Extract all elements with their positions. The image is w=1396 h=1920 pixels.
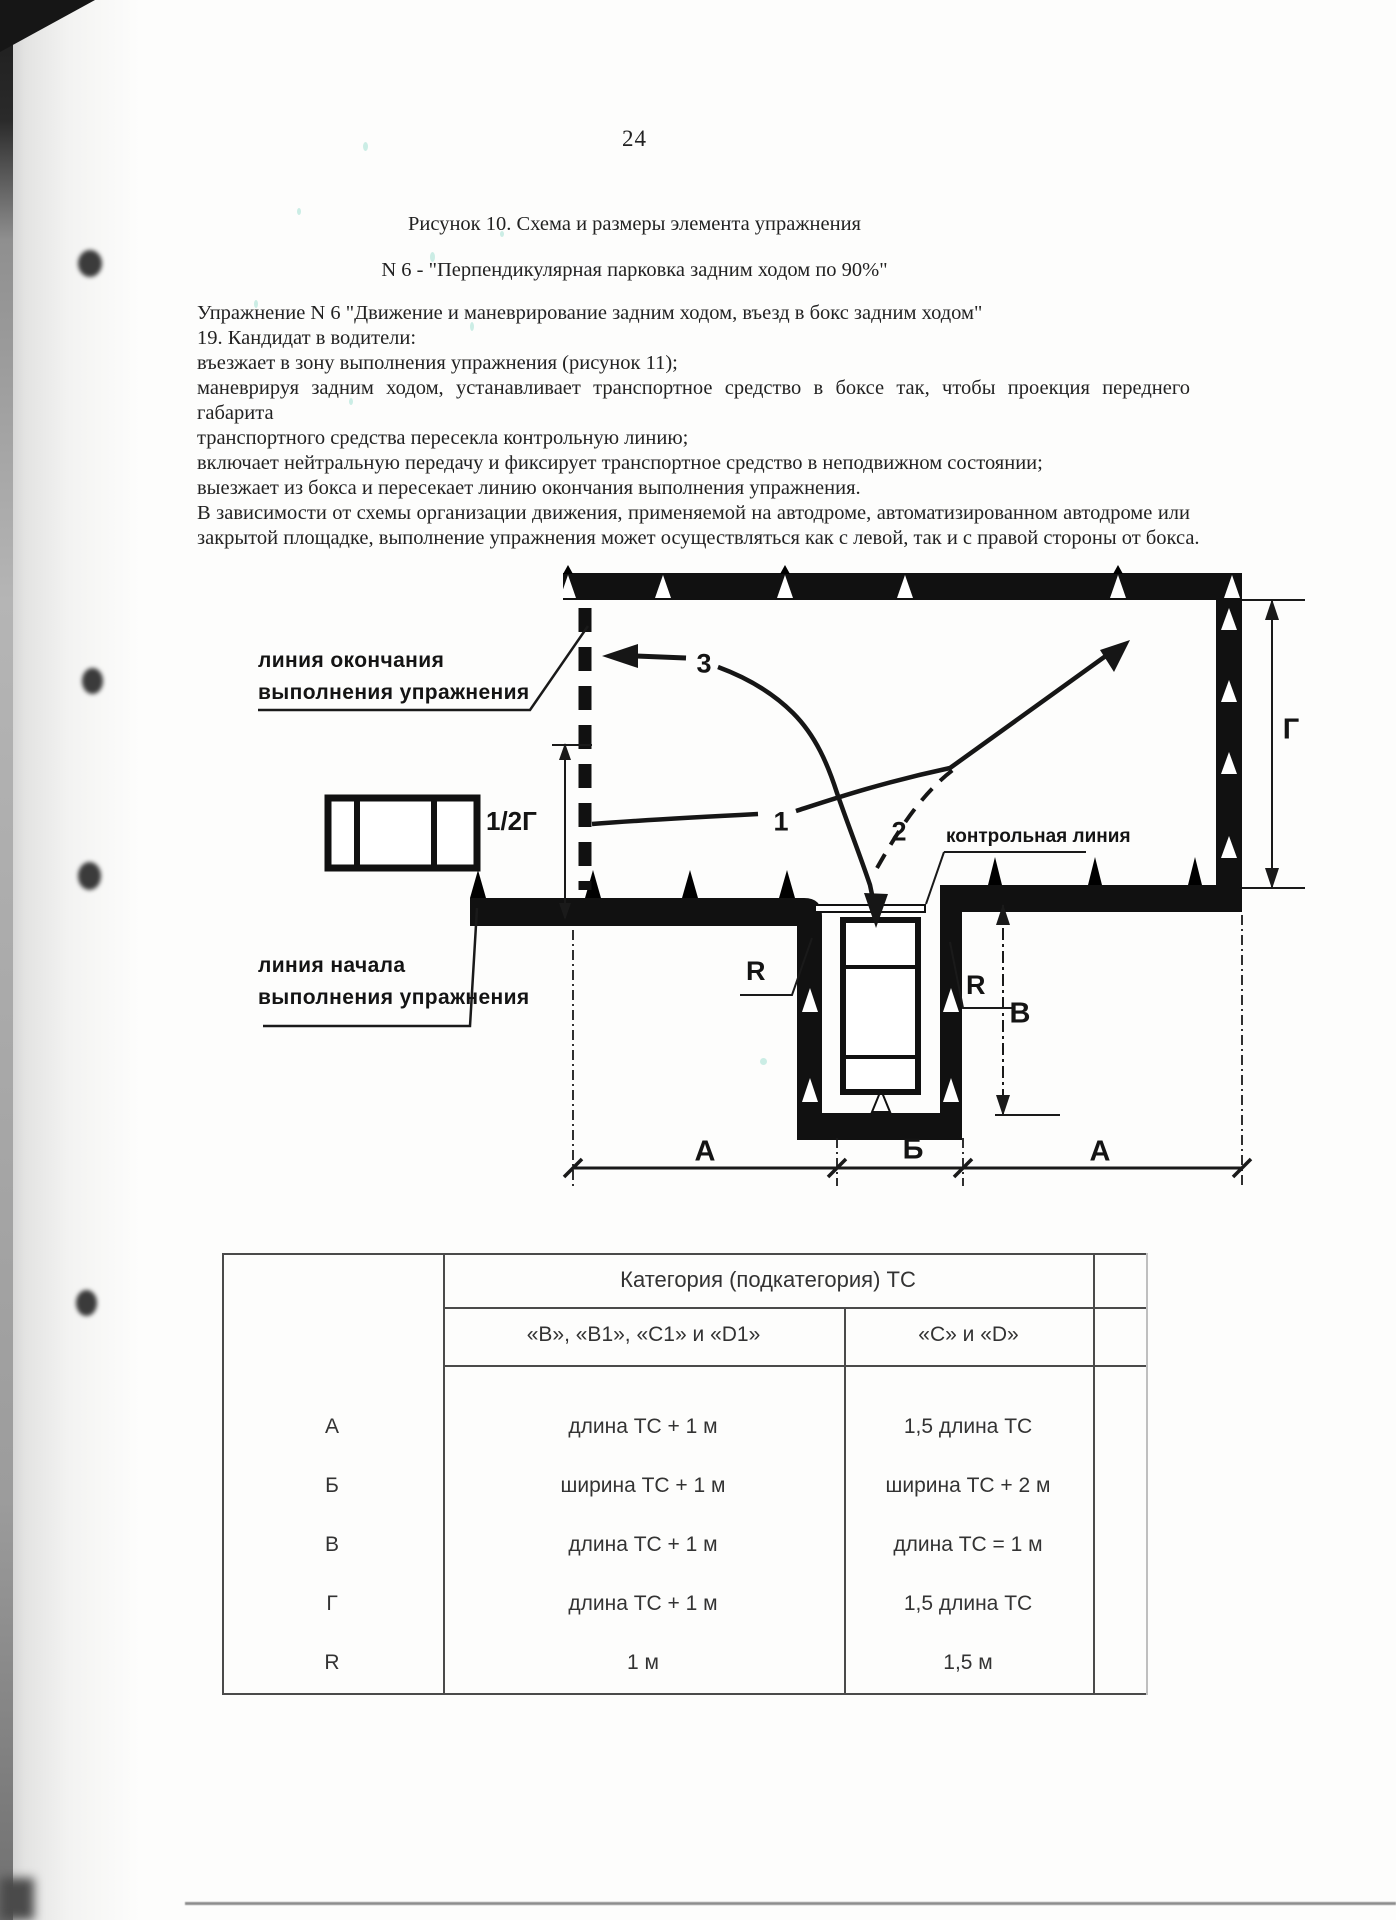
binder-hole <box>78 862 101 890</box>
scan-left-edge <box>0 0 13 1920</box>
binder-hole <box>76 1290 97 1316</box>
body-line: въезжает в зону выполнения упражнения (рисунок 11); <box>197 352 678 374</box>
table-row-label: Б <box>325 1474 339 1497</box>
table-border <box>222 1693 1148 1695</box>
dim-a-right-label: А <box>1089 1135 1111 1168</box>
table-header: Категория (подкатегория) ТС <box>620 1267 916 1292</box>
table-cell-left: длина ТС + 1 м <box>568 1533 718 1556</box>
body-line: включает нейтральную передачу и фиксирует транспортное средство в неподвижном состоянии; <box>197 452 1043 474</box>
control-line-label: контрольная линия <box>946 826 1131 847</box>
dim-b-label: Б <box>902 1133 924 1166</box>
body-line: выезжает из бокса и пересекает линию окончания выполнения упражнения. <box>197 477 861 499</box>
table-cell-right: 1,5 длина ТС <box>903 1415 1033 1438</box>
vehicle-in-box <box>843 920 918 1092</box>
body-line: В зависимости от схемы организации движения, применяемой на автодроме, автоматизированном автодроме или <box>197 502 1190 524</box>
table-faint-edge <box>1146 1253 1148 1695</box>
table-col-left-header: «В», «В1», «С1» и «D1» <box>526 1323 761 1346</box>
dim-r-left-label: R <box>746 956 766 986</box>
page-number: 24 <box>622 126 647 151</box>
body-line: маневрируя задним ходом, устанавливает транспортное средство в боксе так, чтобы проекция переднего габарита <box>197 377 1190 424</box>
table-border <box>443 1365 1148 1367</box>
table-cell-left: ширина ТС + 1 м <box>560 1474 726 1497</box>
table-border <box>1093 1253 1095 1695</box>
figure-title-line1: Рисунок 10. Схема и размеры элемента упражнения <box>408 213 861 235</box>
body-line: закрытой площадке, выполнение упражнения может осуществляться как с левой, так и с правой стороны от бокса. <box>197 527 1200 549</box>
body-line: транспортного средства пересекла контрольную линию; <box>197 427 689 449</box>
body-line: Упражнение N 6 "Движение и маневрирование задним ходом, въезд в бокс задним ходом" <box>197 302 983 324</box>
car-icon <box>328 798 477 868</box>
table-cell-right: 1,5 длина ТС <box>903 1592 1033 1615</box>
table-row-label: В <box>324 1533 340 1556</box>
table-border <box>222 1253 1148 1255</box>
table-cell-left: 1 м <box>627 1651 659 1674</box>
table-border <box>222 1253 224 1695</box>
dim-g-label: Г <box>1282 713 1300 746</box>
dim-a-left-label: А <box>694 1135 716 1168</box>
start-line-label <box>258 950 530 1014</box>
start-line-label-line2: выполнения упражнения <box>258 986 530 1009</box>
finish-line-label <box>258 645 530 709</box>
binder-hole <box>78 250 102 277</box>
figure-title-line2: N 6 - "Перпендикулярная парковка задним ходом по 90%" <box>381 259 888 281</box>
dim-half-g-label: 1/2Г <box>486 806 537 836</box>
table-row-label: Г <box>326 1592 338 1615</box>
body-line: 19. Кандидат в водители: <box>197 327 417 349</box>
scan-left-shadow <box>0 0 140 1920</box>
table-col-right-header: «С» и «D» <box>918 1323 1019 1346</box>
trajectories <box>592 640 1130 928</box>
table-border <box>443 1307 1148 1309</box>
table-row-label: А <box>324 1415 340 1438</box>
binder-hole <box>82 668 103 694</box>
body-paragraph <box>197 301 1200 551</box>
dim-r-right-label: R <box>966 970 986 1000</box>
trajectory-3-label: 3 <box>696 648 712 679</box>
dim-v-label: В <box>1009 997 1031 1030</box>
diagram-drawing <box>180 540 1350 1200</box>
table-cell-right: длина ТС = 1 м <box>893 1533 1043 1556</box>
table-cell-left: длина ТС + 1 м <box>568 1592 718 1615</box>
table-border <box>443 1253 445 1695</box>
finish-line-label-line1: линия окончания <box>258 649 445 672</box>
scan-corner-mark <box>0 0 95 52</box>
trajectory-1-label: 1 <box>773 806 789 837</box>
table-row-label: R <box>324 1651 340 1674</box>
finish-line-label-line2: выполнения упражнения <box>258 681 530 704</box>
scan-bottom-line <box>185 1902 1396 1905</box>
trajectory-2-label: 2 <box>891 816 907 847</box>
table-cell-right: 1,5 м <box>943 1651 993 1674</box>
start-line-label-line1: линия начала <box>258 954 406 977</box>
table-cell-left: длина ТС + 1 м <box>568 1415 718 1438</box>
exercise-diagram <box>180 540 1350 1200</box>
dimensions-table <box>222 1253 1148 1695</box>
scan-smudge <box>0 1878 34 1920</box>
table-cell-right: ширина ТС + 2 м <box>885 1474 1051 1497</box>
